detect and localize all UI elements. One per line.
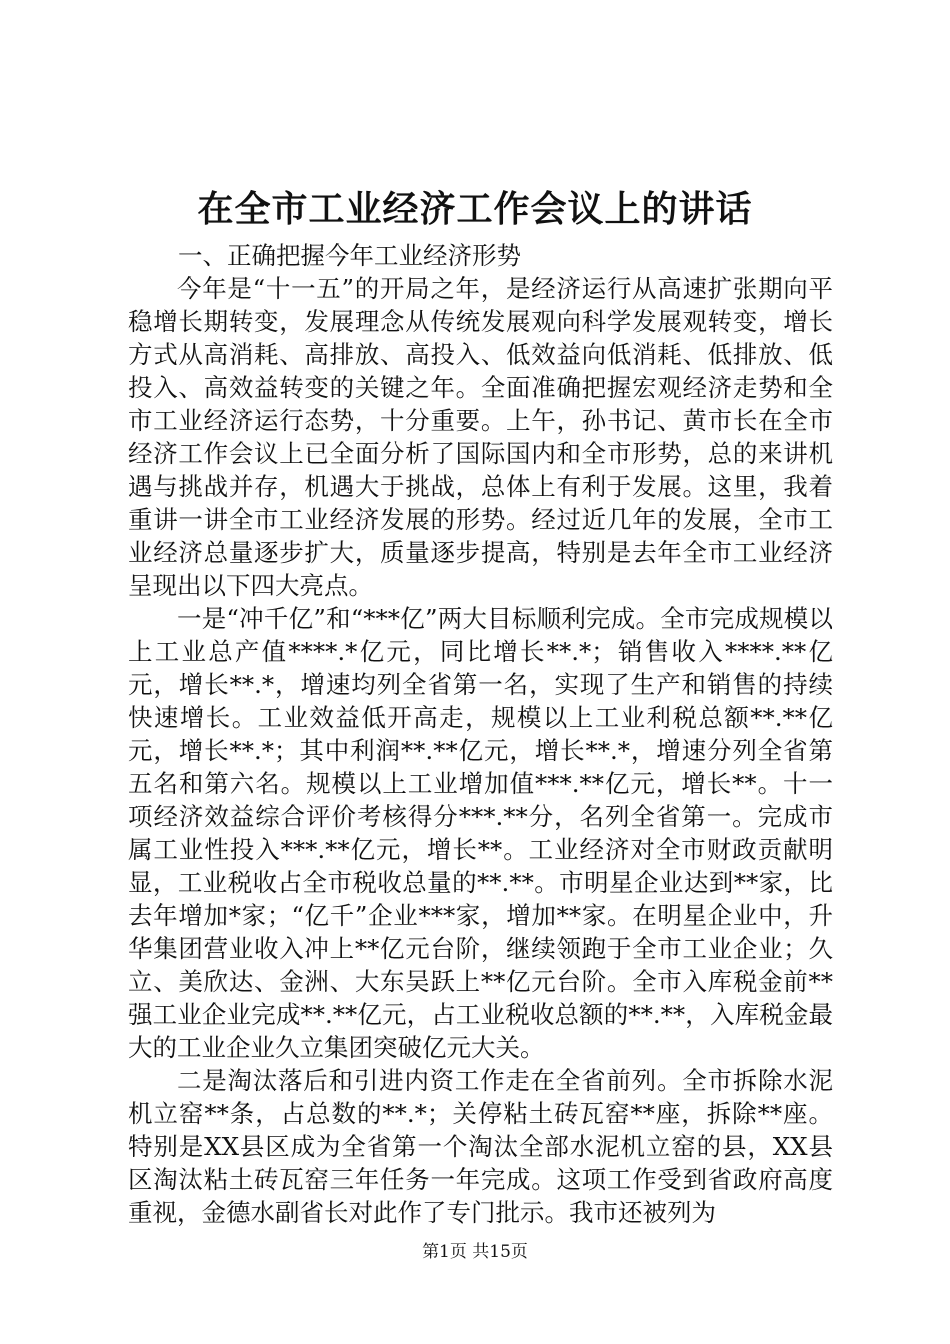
paragraph-highlight-one: 一是“冲千亿”和“***亿”两大目标顺利完成。全市完成规模以上工业总产值****.*亿元，同比增长**.*；销售收入****.**亿元，增长**.*，增速均列全省第一名，实现了生产和销售的持续快速增长。工业效益低开高走，规模以上工业利税总额**.**亿元，增长**.*；其中利润**.**亿元，增长**.*，增速分列全省第五名和第六名。规模以上工业增加值***.**亿元，增长**。十一项经济效益综合评价考核得分***.**分，名列全省第一。完成市属工业性投入***.**亿元，增长**。工业经济对全市财政贡献明显，工业税收占全市税收总量的**.**。市明星企业达到**家，比去年增加*家；“亿千”企业***家，增加**家。在明星企业中，升华集团营业收入冲上**亿元台阶，继续领跑于全市工业企业；久立、美欣达、金洲、大东吴跃上**亿元台阶。全市入库税金前**强工业企业完成**.**亿元，占工业税收总额的**.**，入库税金最大的工业企业久立集团突破亿元大关。 [128, 604, 833, 1062]
paragraph-intro: 今年是“十一五”的开局之年，是经济运行从高速扩张期向平稳增长期转变，发展理念从传统发展观向科学发展观转变，增长方式从高消耗、高排放、高投入、低效益向低消耗、低排放、低投入、高效益转变的关键之年。全面准确把握宏观经济走势和全市工业经济运行态势，十分重要。上午，孙书记、黄市长在全市经济工作会议上已全面分析了国际国内和全市形势，总的来讲机遇与挑战并存，机遇大于挑战，总体上有利于发展。这里，我着重讲一讲全市工业经济发展的形势。经过近几年的发展，全市工业经济总量逐步扩大，质量逐步提高，特别是去年全市工业经济呈现出以下四大亮点。 [128, 274, 833, 600]
paragraph-highlight-two: 二是淘汰落后和引进内资工作走在全省前列。全市拆除水泥机立窑**条，占总数的**.*；关停粘土砖瓦窑**座，拆除**座。特别是XX县区成为全省第一个淘汰全部水泥机立窑的县，XX县区淘汰粘土砖瓦窑三年任务一年完成。这项工作受到省政府高度重视，金德水副省长对此作了专门批示。我市还被列为 [128, 1066, 833, 1227]
section-heading: 一、正确把握今年工业经济形势 [178, 241, 521, 270]
document-body [128, 239, 833, 1229]
document-title: 在全市工业经济工作会议上的讲话 [197, 188, 753, 230]
page-footer: 第1页 共15页 [422, 1242, 528, 1262]
